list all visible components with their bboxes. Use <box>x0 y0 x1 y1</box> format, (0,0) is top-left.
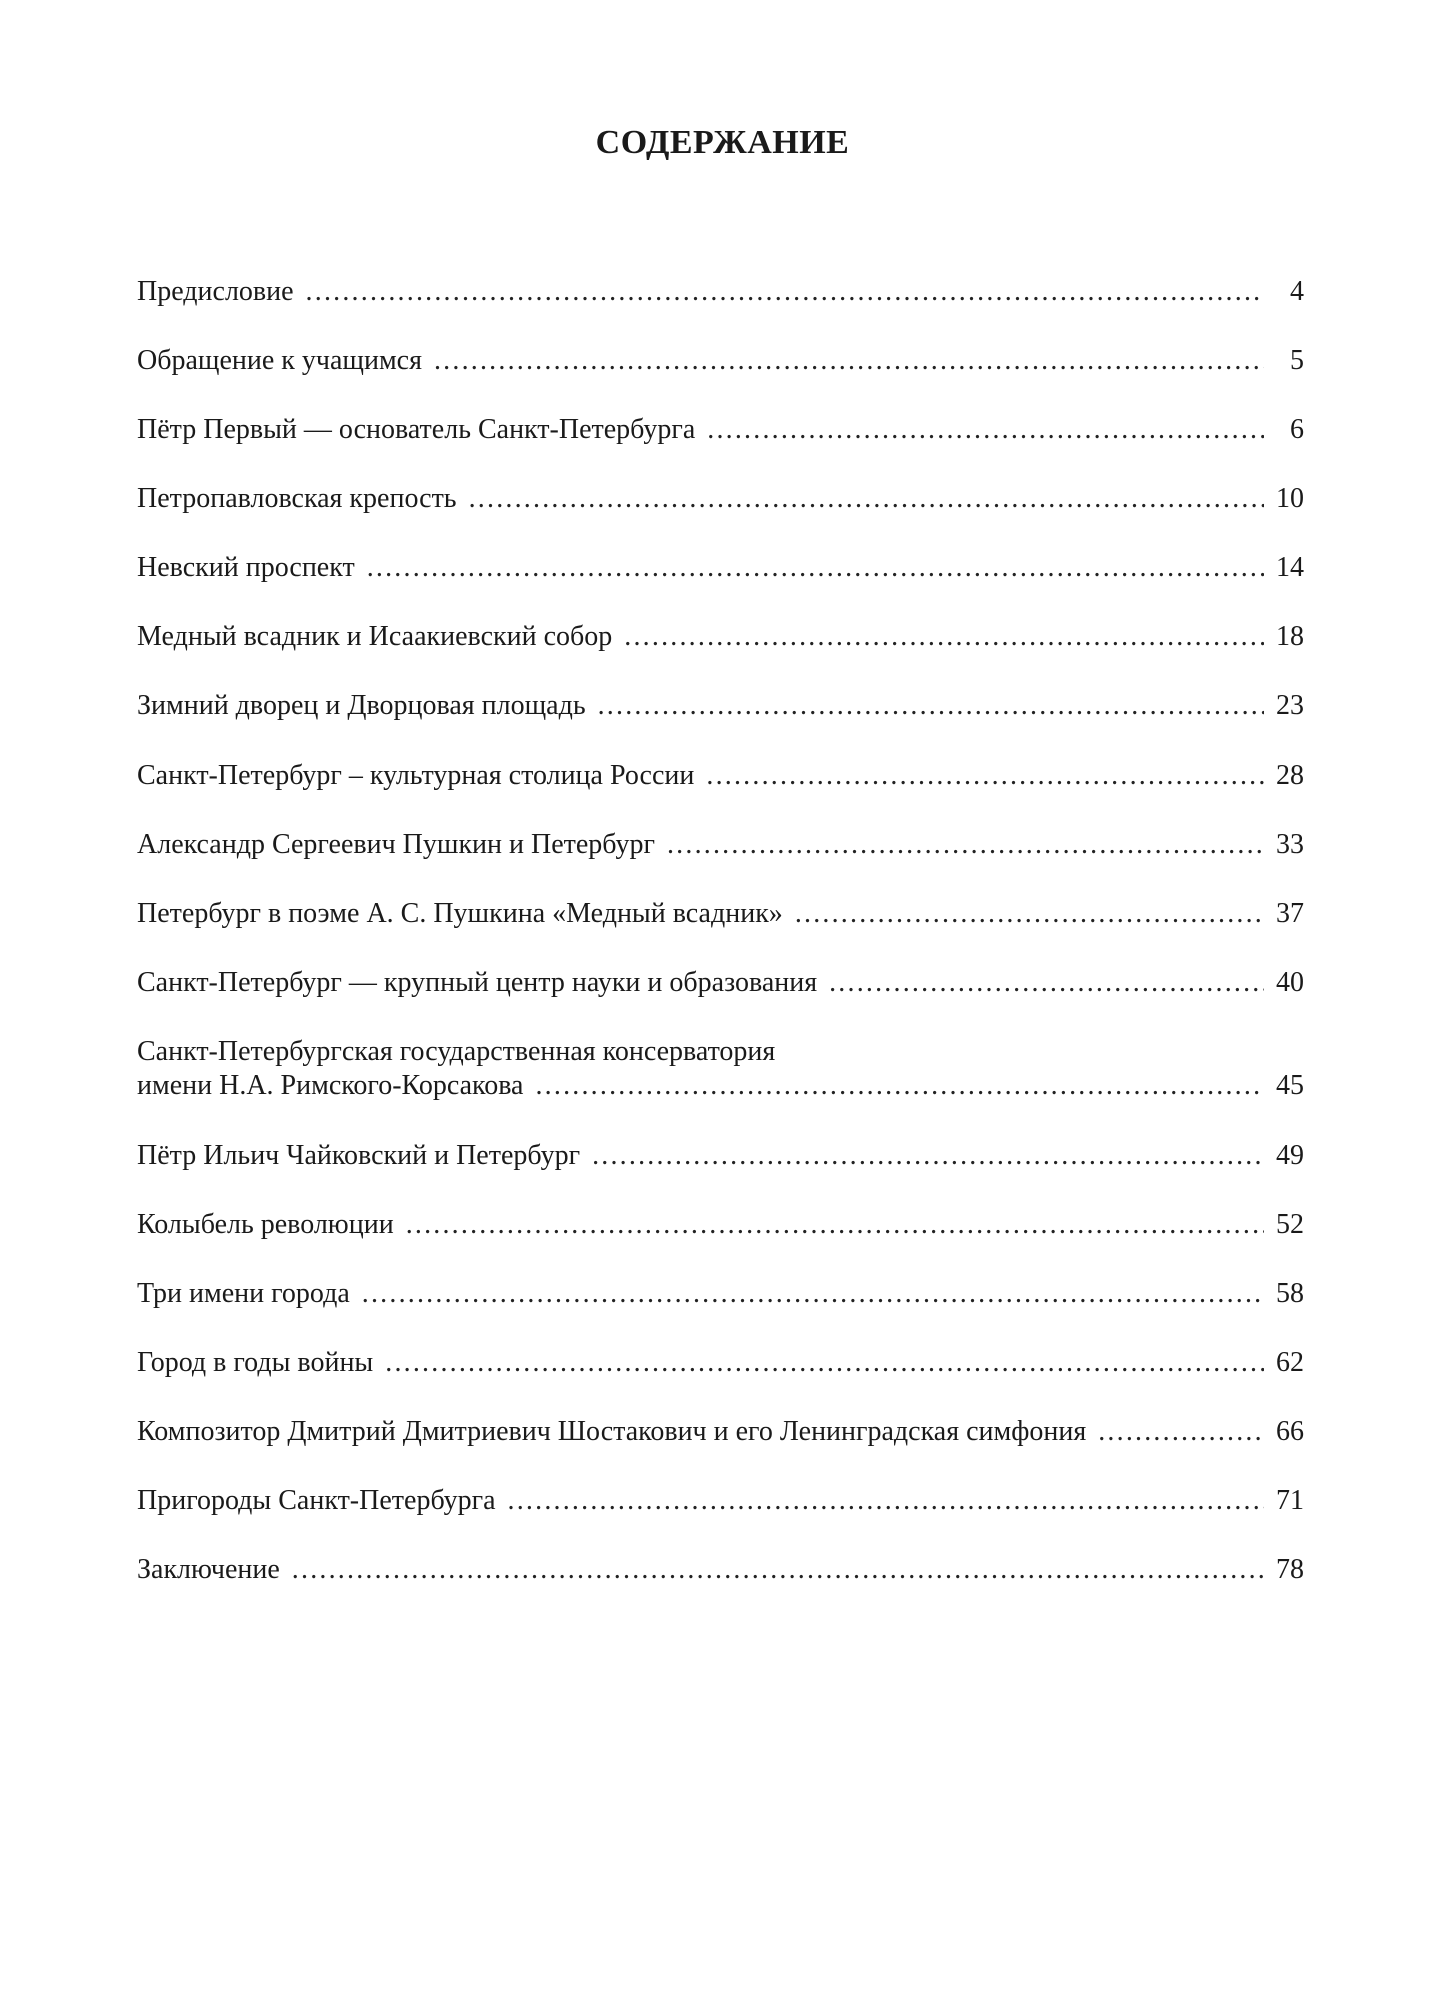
toc-page-number: 40 <box>1276 967 1304 998</box>
toc-page-number: 28 <box>1276 760 1304 791</box>
toc-entry[interactable] <box>137 1484 1304 1518</box>
toc-entry-label: Зимний дворец и Дворцовая площадь <box>137 690 586 721</box>
toc-page-number: 6 <box>1290 414 1304 445</box>
toc-page-number: 33 <box>1276 829 1304 860</box>
toc-entry-line <box>137 1139 1304 1173</box>
toc-entry-label: Город в годы войны <box>137 1347 374 1378</box>
toc-entry-line <box>137 828 1304 862</box>
toc-entry-line <box>137 689 1304 723</box>
toc-page-number: 4 <box>1290 276 1304 307</box>
toc-entry-label-line-1: Санкт-Петербургская государственная консерватория <box>137 1036 776 1067</box>
toc-entry-line <box>137 1277 1304 1311</box>
toc-entry[interactable] <box>137 689 1304 723</box>
toc-entry[interactable] <box>137 482 1304 516</box>
toc-entry-label: Пригороды Санкт-Петербурга <box>137 1485 496 1516</box>
page-title: СОДЕРЖАНИЕ <box>595 124 850 161</box>
toc-entry[interactable] <box>137 1415 1304 1449</box>
dot-leader <box>367 551 1264 585</box>
toc-entry-label: Медный всадник и Исаакиевский собор <box>137 621 613 652</box>
dot-leader <box>624 620 1264 654</box>
toc-entry-label: Санкт-Петербург – культурная столица России <box>137 760 695 791</box>
toc-entry-line <box>137 897 1304 931</box>
toc-entry[interactable] <box>137 413 1304 447</box>
toc-entry[interactable] <box>137 551 1304 585</box>
toc-entry-line <box>137 620 1304 654</box>
toc-entry-line <box>137 966 1304 1000</box>
toc-page-number: 45 <box>1276 1070 1304 1101</box>
toc-entry-line <box>137 551 1304 585</box>
toc-entry-line <box>137 482 1304 516</box>
toc-page-number: 10 <box>1276 483 1304 514</box>
dot-leader <box>434 344 1264 378</box>
toc-page-number: 78 <box>1276 1554 1304 1585</box>
toc-entry-label: Петропавловская крепость <box>137 483 457 514</box>
dot-leader <box>385 1346 1264 1380</box>
toc-entry-label: Композитор Дмитрий Дмитриевич Шостакович и его Ленинградская симфония <box>137 1416 1087 1447</box>
toc-entry-label: Обращение к учащимся <box>137 345 422 376</box>
toc-page-number: 23 <box>1276 690 1304 721</box>
toc-entry-line <box>137 1415 1304 1449</box>
toc-entry[interactable] <box>137 620 1304 654</box>
dot-leader <box>829 966 1264 1000</box>
toc-entry-line <box>137 1346 1304 1380</box>
toc-entry-line <box>137 275 1304 309</box>
toc-entry-label: Заключение <box>137 1554 280 1585</box>
toc-page-number: 37 <box>1276 898 1304 929</box>
toc-entry[interactable] <box>137 1208 1304 1242</box>
toc-entry-line <box>137 413 1304 447</box>
dot-leader <box>406 1208 1264 1242</box>
toc-entry-label: Пётр Ильич Чайковский и Петербург <box>137 1140 581 1171</box>
toc-page-number: 5 <box>1290 345 1304 376</box>
toc-entry-label: Невский проспект <box>137 552 355 583</box>
dot-leader <box>706 759 1264 793</box>
toc-entry[interactable] <box>137 897 1304 931</box>
toc-entry[interactable] <box>137 828 1304 862</box>
toc-entry[interactable] <box>137 1346 1304 1380</box>
toc-page-number: 66 <box>1276 1416 1304 1447</box>
toc-entry-label: Александр Сергеевич Пушкин и Петербург <box>137 829 655 860</box>
dot-leader <box>667 828 1264 862</box>
toc-entry-label: Колыбель революции <box>137 1209 394 1240</box>
toc-entry[interactable] <box>137 1553 1304 1587</box>
dot-leader <box>1098 1415 1264 1449</box>
dot-leader <box>598 689 1264 723</box>
toc-entry-line <box>137 344 1304 378</box>
toc-entry[interactable] <box>137 759 1304 793</box>
dot-leader <box>592 1139 1264 1173</box>
toc-entry-line <box>137 1553 1304 1587</box>
toc-page-number: 62 <box>1276 1347 1304 1378</box>
toc-page-number: 52 <box>1276 1209 1304 1240</box>
toc-entry-label: имени Н.А. Римского-Корсакова <box>137 1070 524 1101</box>
toc-page-number: 18 <box>1276 621 1304 652</box>
toc-page-number: 49 <box>1276 1140 1304 1171</box>
dot-leader <box>306 275 1264 309</box>
dot-leader <box>292 1553 1264 1587</box>
toc-entry-label: Санкт-Петербург — крупный центр науки и образования <box>137 967 818 998</box>
toc-entry[interactable] <box>137 1035 1304 1103</box>
dot-leader <box>795 897 1264 931</box>
toc-page-number: 58 <box>1276 1278 1304 1309</box>
toc-entry-line <box>137 1484 1304 1518</box>
toc-entry-label: Три имени города <box>137 1278 350 1309</box>
toc-entry[interactable] <box>137 1139 1304 1173</box>
dot-leader <box>508 1484 1264 1518</box>
toc-page-number: 14 <box>1276 552 1304 583</box>
toc-entry[interactable] <box>137 966 1304 1000</box>
toc-entry[interactable] <box>137 344 1304 378</box>
dot-leader <box>469 482 1264 516</box>
toc-entry-line <box>137 759 1304 793</box>
toc-entry[interactable] <box>137 1277 1304 1311</box>
toc-page-number: 71 <box>1276 1485 1304 1516</box>
toc-entry-label: Пётр Первый — основатель Санкт-Петербурга <box>137 414 696 445</box>
toc-entry-line <box>137 1069 1304 1103</box>
toc-entry[interactable] <box>137 275 1304 309</box>
toc-entry-label: Предисловие <box>137 276 294 307</box>
toc-entry-label: Петербург в поэме А. С. Пушкина «Медный всадник» <box>137 898 783 929</box>
dot-leader <box>362 1277 1264 1311</box>
dot-leader <box>535 1069 1264 1103</box>
dot-leader <box>707 413 1264 447</box>
toc-entry-line <box>137 1208 1304 1242</box>
